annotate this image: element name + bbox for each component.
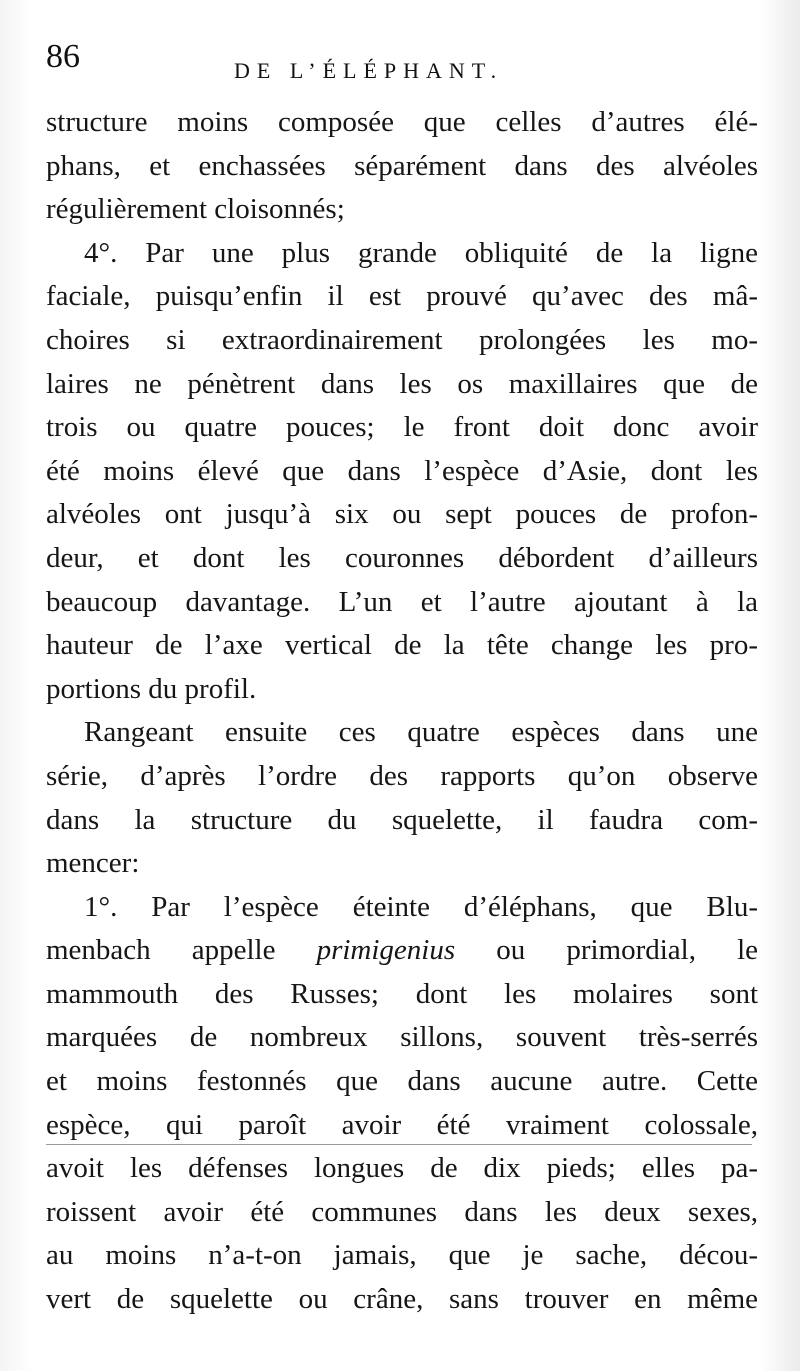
- text-line: dans la structure du squelette, il faudra com-: [46, 803, 758, 836]
- text-line: laires ne pénètrent dans les os maxillaires que de: [46, 367, 758, 400]
- text-line: marquées de nombreux sillons, souvent très-serrés: [46, 1021, 758, 1054]
- text-line: hauteur de l’axe vertical de la tête change les pro-: [46, 629, 758, 662]
- text-line: roissent avoir été communes dans les deux sexes,: [46, 1195, 758, 1228]
- text-segment: menbach appelle: [46, 934, 317, 967]
- text-line: au moins n’a-t-on jamais, que je sache, décou-: [46, 1239, 758, 1272]
- text-line: 4°. Par une plus grande obliquité de la ligne: [84, 236, 758, 269]
- text-line: série, d’après l’ordre des rapports qu’on observe: [46, 759, 758, 792]
- text-line: mammouth des Russes; dont les molaires sont: [46, 977, 758, 1010]
- text-segment: ou primordial, le: [455, 934, 758, 967]
- text-line: 1°. Par l’espèce éteinte d’éléphans, que Blu-: [84, 890, 758, 923]
- page-number: 86: [46, 38, 80, 75]
- text-line: beaucoup davantage. L’un et l’autre ajoutant à la: [46, 585, 758, 618]
- text-line: et moins festonnés que dans aucune autre. Cette: [46, 1065, 758, 1098]
- text-line: trois ou quatre pouces; le front doit donc avoir: [46, 411, 758, 444]
- text-line: portions du profil.: [46, 672, 257, 705]
- body-text: [46, 101, 758, 1322]
- text-line: mencer:: [46, 847, 140, 880]
- text-line: alvéoles ont jusqu’à six ou sept pouces de profon-: [46, 498, 758, 531]
- italic-term: primigenius: [316, 934, 456, 967]
- text-line: régulièrement cloisonnés;: [46, 193, 345, 226]
- text-line: choires si extraordinairement prolongées les mo-: [46, 323, 758, 356]
- page-header: [46, 38, 766, 88]
- text-line: vert de squelette ou crâne, sans trouver en même: [46, 1283, 758, 1316]
- text-line: faciale, puisqu’enfin il est prouvé qu’avec des mâ-: [46, 280, 758, 313]
- text-line: Rangeant ensuite ces quatre espèces dans une: [84, 716, 758, 749]
- text-line: été moins élevé que dans l’espèce d’Asie, dont les: [46, 454, 758, 487]
- text-line: avoit les défenses longues de dix pieds; elles pa-: [46, 1152, 758, 1185]
- text-line: espèce, qui paroît avoir été vraiment colossale,: [46, 1108, 758, 1141]
- text-line: structure moins composée que celles d’autres élé-: [46, 106, 758, 138]
- ink-underline-mark: [46, 1144, 752, 1145]
- text-line: deur, et dont les couronnes débordent d’ailleurs: [46, 541, 758, 574]
- running-head: DE L’ÉLÉPHANT.: [234, 58, 504, 83]
- text-line-with-italic: [46, 929, 758, 973]
- text-line: phans, et enchassées séparément dans des alvéoles: [46, 149, 758, 182]
